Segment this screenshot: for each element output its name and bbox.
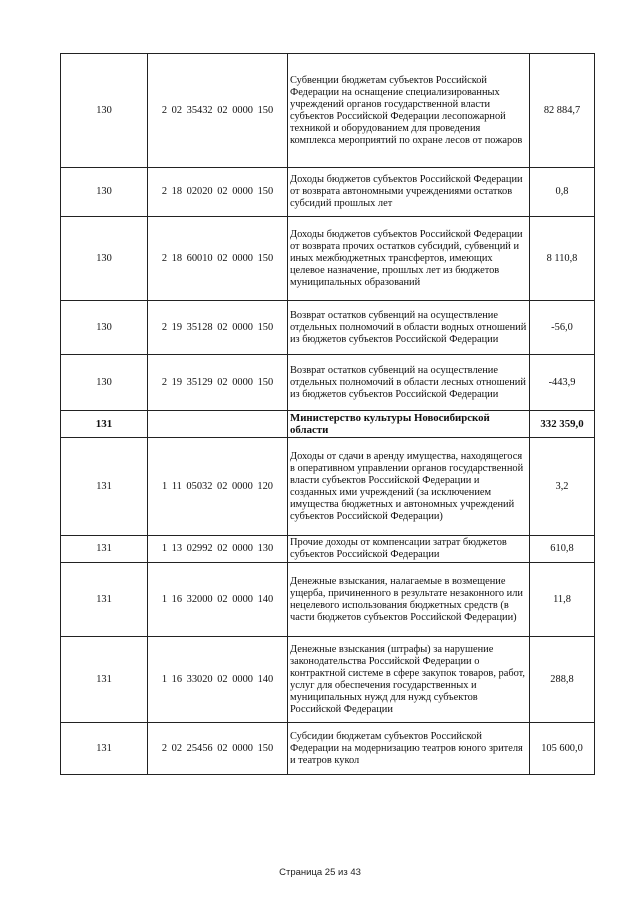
description-cell: Денежные взыскания (штрафы) за нарушение законодательства Российской Федерации о контрактной системе в сфере закупок товаров, работ, услуг для обеспечения государственных и муниципальных нужд для нужд субъектов Российской Федерации bbox=[288, 637, 530, 723]
admin-code-cell: 131 bbox=[61, 723, 148, 775]
table-row bbox=[61, 54, 595, 168]
description-cell: Доходы бюджетов субъектов Российской Федерации от возврата прочих остатков субсидий, субвенций и иных межбюджетных трансфертов, имеющих целевое назначение, прошлых лет из бюджетов муниципальных образований bbox=[288, 217, 530, 301]
budget-code-cell: 2 02 25456 02 0000 150 bbox=[148, 723, 288, 775]
table-row bbox=[61, 217, 595, 301]
budget-code-cell: 2 18 60010 02 0000 150 bbox=[148, 217, 288, 301]
admin-code-cell: 130 bbox=[61, 217, 148, 301]
description-cell: Возврат остатков субвенций на осуществление отдельных полномочий в области лесных отношений из бюджетов субъектов Российской Федерации bbox=[288, 355, 530, 411]
budget-code-cell: 2 19 35129 02 0000 150 bbox=[148, 355, 288, 411]
admin-code-cell: 130 bbox=[61, 168, 148, 217]
amount-cell: 3,2 bbox=[530, 438, 595, 536]
budget-code-cell: 1 16 32000 02 0000 140 bbox=[148, 563, 288, 637]
admin-code-cell: 130 bbox=[61, 54, 148, 168]
admin-code-cell: 130 bbox=[61, 301, 148, 355]
table-row bbox=[61, 637, 595, 723]
table-row bbox=[61, 563, 595, 637]
description-cell: Доходы бюджетов субъектов Российской Федерации от возврата автономными учреждениями остатков субсидий прошлых лет bbox=[288, 168, 530, 217]
page-footer bbox=[0, 867, 640, 878]
amount-cell: 288,8 bbox=[530, 637, 595, 723]
description-cell: Субвенции бюджетам субъектов Российской Федерации на оснащение специализированных учреждений органов государственной власти субъектов Российской Федерации лесопожарной техникой и оборудованием для проведения комплекса мероприятий по охране лесов от пожаров bbox=[288, 54, 530, 168]
amount-cell: 8 110,8 bbox=[530, 217, 595, 301]
admin-code-cell: 131 bbox=[61, 411, 148, 438]
amount-cell: 82 884,7 bbox=[530, 54, 595, 168]
description-cell: Денежные взыскания, налагаемые в возмещение ущерба, причиненного в результате незаконного или нецелевого использования бюджетных средств (в части бюджетов субъектов Российской Федерации) bbox=[288, 563, 530, 637]
budget-code-cell: 1 16 33020 02 0000 140 bbox=[148, 637, 288, 723]
amount-cell: 332 359,0 bbox=[530, 411, 595, 438]
admin-code-cell: 131 bbox=[61, 438, 148, 536]
budget-code-cell: 1 11 05032 02 0000 120 bbox=[148, 438, 288, 536]
budget-code-cell: 2 02 35432 02 0000 150 bbox=[148, 54, 288, 168]
admin-code-cell: 131 bbox=[61, 637, 148, 723]
page-number: Страница 25 из 43 bbox=[279, 867, 361, 878]
budget-code-cell: 2 18 02020 02 0000 150 bbox=[148, 168, 288, 217]
admin-code-cell: 131 bbox=[61, 536, 148, 563]
table-row bbox=[61, 723, 595, 775]
table-row bbox=[61, 536, 595, 563]
amount-cell: 105 600,0 bbox=[530, 723, 595, 775]
description-cell: Прочие доходы от компенсации затрат бюджетов субъектов Российской Федерации bbox=[288, 536, 530, 563]
budget-code-cell: 1 13 02992 02 0000 130 bbox=[148, 536, 288, 563]
amount-cell: 11,8 bbox=[530, 563, 595, 637]
table-row bbox=[61, 301, 595, 355]
table-row bbox=[61, 355, 595, 411]
revenue-table bbox=[60, 53, 595, 775]
amount-cell: -443,9 bbox=[530, 355, 595, 411]
amount-cell: 0,8 bbox=[530, 168, 595, 217]
admin-code-cell: 130 bbox=[61, 355, 148, 411]
description-cell: Субсидии бюджетам субъектов Российской Федерации на модернизацию театров юного зрителя и театров кукол bbox=[288, 723, 530, 775]
amount-cell: -56,0 bbox=[530, 301, 595, 355]
budget-code-cell: 2 19 35128 02 0000 150 bbox=[148, 301, 288, 355]
admin-code-cell: 131 bbox=[61, 563, 148, 637]
table-row bbox=[61, 168, 595, 217]
description-cell: Министерство культуры Новосибирской области bbox=[288, 411, 530, 438]
table-body bbox=[61, 54, 595, 775]
table-row-header bbox=[61, 411, 595, 438]
amount-cell: 610,8 bbox=[530, 536, 595, 563]
table-row bbox=[61, 438, 595, 536]
description-cell: Возврат остатков субвенций на осуществление отдельных полномочий в области водных отношений из бюджетов субъектов Российской Федерации bbox=[288, 301, 530, 355]
description-cell: Доходы от сдачи в аренду имущества, находящегося в оперативном управлении органов государственной власти субъектов Российской Федерации и созданных ими учреждений (за исключением имущества бюджетных и автономных учреждений субъектов Российской Федерации) bbox=[288, 438, 530, 536]
budget-code-cell bbox=[148, 411, 288, 438]
